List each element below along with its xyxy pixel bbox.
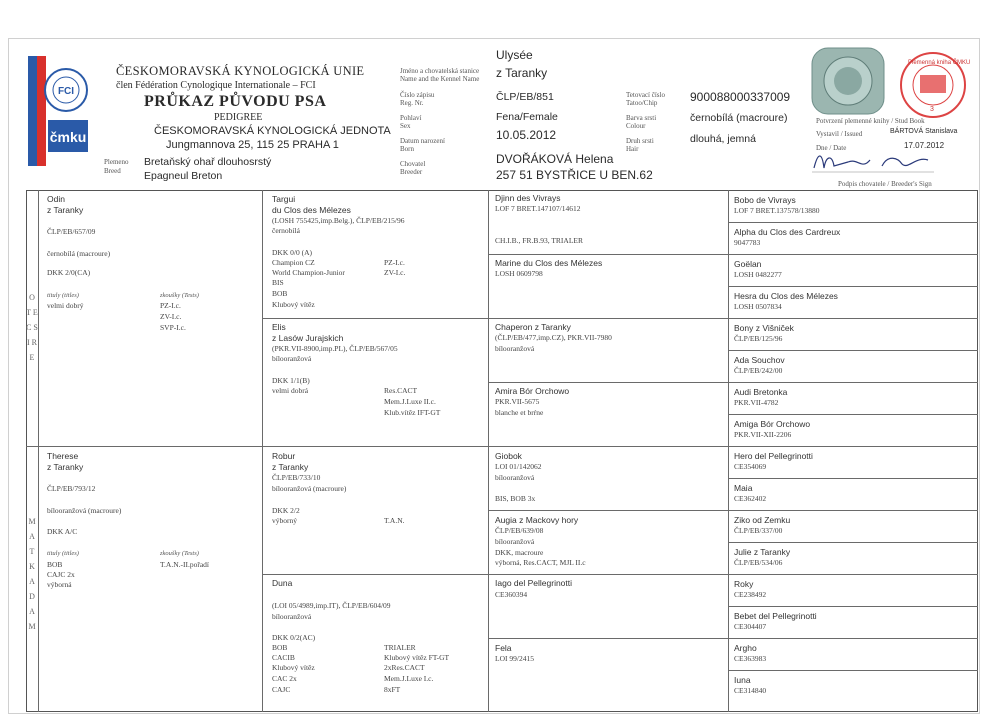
dd-title-5: CAJC (272, 685, 291, 694)
ss-title-3: BIS (272, 278, 284, 287)
stamp-number: 3 (930, 106, 934, 113)
g4-name-10: Maia (734, 483, 753, 493)
sd-colour: bílooranžová (272, 354, 312, 363)
g4-reg-7: PKR.VII-4782 (734, 398, 779, 407)
g4-reg-4: LOSH 0507834 (734, 302, 782, 311)
sire-titles-label: tituly (titles) (47, 292, 79, 299)
sire-dkk: DKK 2/0(CA) (47, 268, 91, 277)
reg-label-en: Reg. Nr. (400, 99, 424, 107)
breed-label-cz: Plemeno (104, 158, 129, 166)
studbook-label: Potvrzení plemenné knihy / Stud Book (816, 117, 925, 125)
g4-reg-12: ČLP/EB/534/06 (734, 558, 783, 567)
dam-title-2: CAJC 2x (47, 570, 75, 579)
breeder-label-cz: Chovatel (400, 160, 426, 168)
dd-title-2: CACIB (272, 653, 295, 662)
sd-title-1: velmi dobrá (272, 386, 309, 395)
dam-side-label: M A T K A D A M (28, 517, 36, 631)
dd-test-4: Mem.J.Luxe I.c. (384, 674, 434, 683)
ds-colour: bílooranžová (macroure) (272, 484, 347, 493)
ss-reg: (LOSH 755425,imp.Belg.), ČLP/EB/215/96 (272, 216, 405, 225)
g4-reg-10: CE362402 (734, 494, 767, 503)
sd-test-1: Res.CACT (384, 386, 418, 395)
g4-reg-3: LOSH 0482277 (734, 270, 782, 279)
g4-name-11: Ziko od Zemku (734, 515, 791, 525)
g3-name-7: Iago del Pellegrinotti (495, 578, 573, 588)
cmku-fci-logo (28, 56, 92, 166)
ss-kennel: du Clos des Mélezes (272, 205, 351, 215)
colour-label-cz: Barva srsti (626, 114, 657, 122)
sire-colour: černobílá (macroure) (47, 249, 111, 258)
g4-name-12: Julie z Taranky (734, 547, 791, 557)
g3-name-4: Amira Bór Orchowo (495, 386, 570, 396)
g3-reg-7: CE360394 (495, 590, 528, 599)
g3-extra2-6: DKK, macroure (495, 548, 544, 557)
g4-name-7: Audi Bretonka (734, 387, 788, 397)
sex-label-en: Sex (400, 122, 411, 130)
issued-label: Vystavil / Issued (816, 130, 863, 138)
g3-reg-8: LOI 99/2415 (495, 654, 534, 663)
name-label-en: Name and the Kennel Name (400, 75, 480, 83)
club-name: ČESKOMORAVSKÁ KYNOLOGICKÁ JEDNOTA (154, 125, 391, 137)
g3-extra-4: blanche et brŕne (495, 408, 544, 417)
ds-title-1: výborný (272, 516, 297, 525)
sd-kennel: z Lasów Jurajskich (272, 333, 344, 343)
sd-test-2: Mem.J.Luxe II.c. (384, 397, 436, 406)
hair-label-en: Hair (626, 145, 639, 153)
org-name: ČESKOMORAVSKÁ KYNOLOGICKÁ UNIE (116, 64, 365, 78)
dam-name: Therese (47, 451, 79, 461)
dog-colour: černobílá (macroure) (690, 112, 788, 124)
ds-test-1: T.A.N. (384, 516, 405, 525)
g4-name-2: Alpha du Clos des Cardreux (734, 227, 841, 237)
sd-reg: (PKR.VII-8900,imp.PL), ČLP/EB/567/05 (272, 344, 398, 353)
breeder-sign-label: Podpis chovatele / Breeder's Sign (838, 180, 932, 188)
dd-test-5: 8xFT (384, 685, 401, 694)
g3-extra-3: bílooranžová (495, 344, 535, 353)
g3-extra-6: bílooranžová (495, 537, 535, 546)
born-label-cz: Datum narození (400, 137, 445, 145)
dd-reg: (LOI 05/4989,imp.IT), ČLP/EB/604/09 (272, 601, 391, 610)
sire-name: Odin (47, 194, 65, 204)
breeder-label-en: Breeder (400, 168, 423, 176)
name-label-cz: Jméno a chovatelská stanice (400, 67, 480, 75)
ss-title-1: Champion CZ (272, 258, 315, 267)
dam-test-1: T.A.N.-II.pořadí (160, 560, 210, 569)
breeder-name: DVOŘÁKOVÁ Helena (496, 152, 614, 166)
breed-label-en: Breed (104, 167, 121, 175)
issue-date: 17.07.2012 (904, 141, 945, 150)
dd-test-2: Klubový vítěz FT-GT (384, 653, 450, 662)
stamp-text: Plemenná kniha ČMKU (908, 60, 971, 66)
sex-label-cz: Pohlaví (400, 114, 422, 122)
ss-dkk: DKK 0/0 (A) (272, 248, 312, 257)
dd-title-3: Klubový vítěz (272, 663, 315, 672)
g3-name-1: Djinn des Vivrays (495, 193, 561, 203)
breeder-address: 257 51 BYSTŘICE U BEN.62 (496, 168, 653, 182)
tattoo-label-en: Tatoo/Chip (626, 99, 658, 107)
ds-kennel: z Taranky (272, 462, 309, 472)
ss-test-2: ZV-I.c. (384, 268, 406, 277)
g3-reg-4: PKR.VII-5675 (495, 397, 540, 406)
g3-extra-1: CH.I.B., FR.B.93, TRIALER (495, 236, 583, 245)
dog-kennel: z Taranky (496, 66, 548, 80)
g3-reg-1: LOF 7 BRET.147107/14612 (495, 204, 581, 213)
g4-name-13: Roky (734, 579, 754, 589)
ss-title-5: Klubový vítěz (272, 300, 315, 309)
g3-reg-3: (ČLP/EB/477,imp.CZ), PKR.VII-7980 (495, 333, 612, 342)
dd-title-4: CAC 2x (272, 674, 297, 683)
logo-cmku-text: čmku (49, 129, 87, 145)
ss-colour: černobílá (272, 226, 300, 235)
club-address: Jungmannova 25, 115 25 PRAHA 1 (166, 139, 339, 151)
hologram-seal-icon (810, 46, 886, 116)
sd-dkk: DKK 1/1(B) (272, 376, 310, 385)
ds-name: Robur (272, 451, 296, 461)
breeder-signature-icon (808, 148, 938, 176)
ds-dkk: DKK 2/2 (272, 506, 300, 515)
g4-name-6: Ada Souchov (734, 355, 785, 365)
g4-name-1: Bobo de Vivrays (734, 195, 796, 205)
g3-name-3: Chaperon z Taranky (495, 322, 571, 332)
g4-reg-11: ČLP/EB/337/00 (734, 526, 783, 535)
sire-reg: ČLP/EB/657/09 (47, 227, 96, 236)
dog-tattoo: 900088000337009 (690, 90, 791, 104)
g4-reg-1: LOF 7 BRET.137578/13880 (734, 206, 820, 215)
g3-extra3-6: výborná, Res.CACT, MJL II.c (495, 558, 586, 567)
dd-colour: bílooranžová (272, 612, 312, 621)
sd-name: Elis (272, 322, 286, 332)
g4-reg-14: CE304407 (734, 622, 767, 631)
sire-titles: velmi dobrý (47, 301, 84, 310)
issued-by: BÁRTOVÁ Stanislava (890, 128, 958, 135)
dd-dkk: DKK 0/2(AC) (272, 633, 316, 642)
g4-reg-2: 9047783 (734, 238, 761, 247)
g4-name-14: Bebet del Pellegrinotti (734, 611, 817, 621)
ss-test-1: PZ-I.c. (384, 258, 405, 267)
g3-name-8: Fela (495, 643, 512, 653)
date-label: Dne / Date (816, 144, 847, 152)
dog-born: 10.05.2012 (496, 128, 557, 142)
dam-titles-label: tituly (titles) (47, 550, 79, 557)
ss-title-4: BOB (272, 289, 288, 298)
sire-tests-label: zkoušky (Tests) (160, 292, 199, 299)
dog-sex: Fena/Female (496, 111, 558, 123)
sire-test-1: PZ-I.c. (160, 301, 181, 310)
g3-name-2: Marine du Clos des Mélezes (495, 258, 603, 268)
g4-reg-9: CE354069 (734, 462, 767, 471)
dam-kennel: z Taranky (47, 462, 84, 472)
g3-reg-6: ČLP/EB/639/08 (495, 526, 544, 535)
org-subtitle: člen Fédération Cynologique Internationale – FCI (116, 80, 316, 91)
dd-test-3: 2xRes.CACT (384, 663, 425, 672)
dam-title-1: BOB (47, 560, 63, 569)
sire-test-3: SVP-I.c. (160, 323, 186, 332)
ds-reg: ČLP/EB/733/10 (272, 473, 321, 482)
document-subtitle: PEDIGREE (214, 112, 263, 123)
g4-name-16: Iuna (734, 675, 751, 685)
hair-label-cz: Druh srsti (626, 137, 654, 145)
g4-reg-16: CE314840 (734, 686, 767, 695)
g4-name-4: Hesra du Clos des Mélezes (734, 291, 838, 301)
tattoo-label-cz: Tetovací číslo (626, 91, 665, 99)
reg-label-cz: Číslo zápisu (400, 91, 435, 99)
logo-fci-text: FCI (57, 86, 75, 97)
g4-reg-5: ČLP/EB/125/96 (734, 334, 783, 343)
born-label-en: Born (400, 145, 414, 153)
g4-name-5: Bony z Višniček (734, 323, 794, 333)
dam-tests-label: zkoušky (Tests) (160, 550, 199, 557)
g4-reg-8: PKR.VII-XII-2206 (734, 430, 792, 439)
g4-name-9: Hero del Pellegrinotti (734, 451, 813, 461)
dog-reg: ČLP/EB/851 (496, 91, 554, 103)
g3-extra-5: bílooranžová (495, 473, 535, 482)
dam-colour: bílooranžová (macroure) (47, 506, 122, 515)
g3-name-6: Augia z Mackovy hory (495, 515, 579, 525)
g4-reg-15: CE363983 (734, 654, 767, 663)
dam-dkk: DKK A/C (47, 527, 78, 536)
g3-reg-5: LOI 01/142062 (495, 462, 542, 471)
dd-test-1: TRIALER (384, 643, 416, 652)
g4-reg-13: CE238492 (734, 590, 767, 599)
g3-reg-2: LOSH 0609798 (495, 269, 543, 278)
g3-extra2-5: BIS, BOB 3x (495, 494, 536, 503)
dd-title-1: BOB (272, 643, 288, 652)
dam-title-3: výborná (47, 580, 72, 589)
dd-name: Duna (272, 578, 293, 588)
g4-name-15: Argho (734, 643, 757, 653)
ss-title-2: World Champion-Junior (272, 268, 345, 277)
document-title: PRŮKAZ PŮVODU PSA (144, 93, 327, 110)
g4-reg-6: ČLP/EB/242/00 (734, 366, 783, 375)
sire-side-label: O T E C S I R E (26, 293, 38, 362)
dam-reg: ČLP/EB/793/12 (47, 484, 96, 493)
ss-name: Targui (272, 194, 296, 204)
g4-name-3: Goëlan (734, 259, 762, 269)
colour-label-en: Colour (626, 122, 646, 130)
dog-hair: dlouhá, jemná (690, 133, 756, 145)
g4-name-8: Amiga Bór Orchowo (734, 419, 811, 429)
sd-test-3: Klub.vítěz IFT-GT (384, 408, 441, 417)
dog-name: Ulysée (496, 48, 533, 62)
sire-kennel: z Taranky (47, 205, 84, 215)
g3-name-5: Giobok (495, 451, 522, 461)
breed-cz: Bretaňský ohař dlouhosrstý (144, 156, 272, 168)
sire-test-2: ZV-I.c. (160, 312, 182, 321)
breed-en: Epagneul Breton (144, 170, 223, 182)
